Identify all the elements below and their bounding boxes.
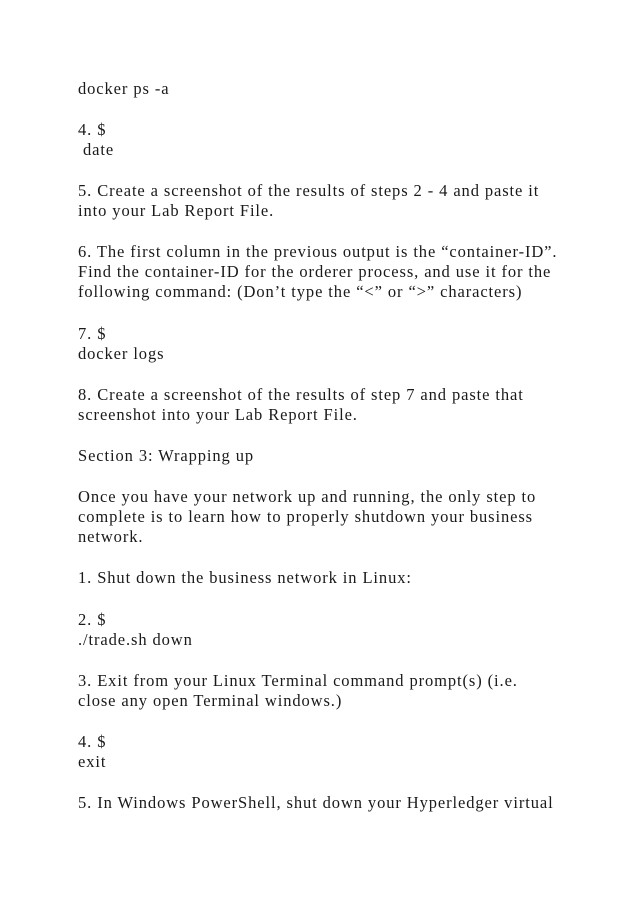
step-5-line-2: into your Lab Report File. [78,201,275,220]
intro-line-1: Once you have your network up and running, the only step to [78,487,537,506]
wrap-step-1: 1. Shut down the business network in Linux: [78,568,412,587]
cmd-exit: exit [78,752,107,771]
intro-line-3: network. [78,527,144,546]
cmd-date: date [78,140,115,159]
step-6-line-3: following command: (Don’t type the “<” or “>” characters) [78,282,523,301]
step-6-line-1: 6. The first column in the previous output is the “container-ID”. [78,242,558,261]
section-3-heading: Section 3: Wrapping up [78,446,255,465]
intro-line-2: complete is to learn how to properly shutdown your business [78,507,533,526]
cmd-docker-ps: docker ps -a [78,79,170,98]
wrap-step-5-line-1: 5. In Windows PowerShell, shut down your Hyperledger virtual [78,793,554,812]
step-5-line-1: 5. Create a screenshot of the results of steps 2 - 4 and paste it [78,181,540,200]
wrap-step-2-prompt: 2. $ [78,610,107,629]
step-6-line-2: Find the container-ID for the orderer process, and use it for the [78,262,552,281]
wrap-step-3-line-1: 3. Exit from your Linux Terminal command prompt(s) (i.e. [78,671,518,690]
cmd-trade-down: ./trade.sh down [78,630,193,649]
cmd-docker-logs: docker logs [78,344,165,363]
step-8-line-1: 8. Create a screenshot of the results of step 7 and paste that [78,385,524,404]
step-7-prompt: 7. $ [78,324,107,343]
step-8-line-2: screenshot into your Lab Report File. [78,405,358,424]
wrap-step-3-line-2: close any open Terminal windows.) [78,691,343,710]
wrap-step-4-prompt: 4. $ [78,732,107,751]
step-4-prompt: 4. $ [78,120,107,139]
